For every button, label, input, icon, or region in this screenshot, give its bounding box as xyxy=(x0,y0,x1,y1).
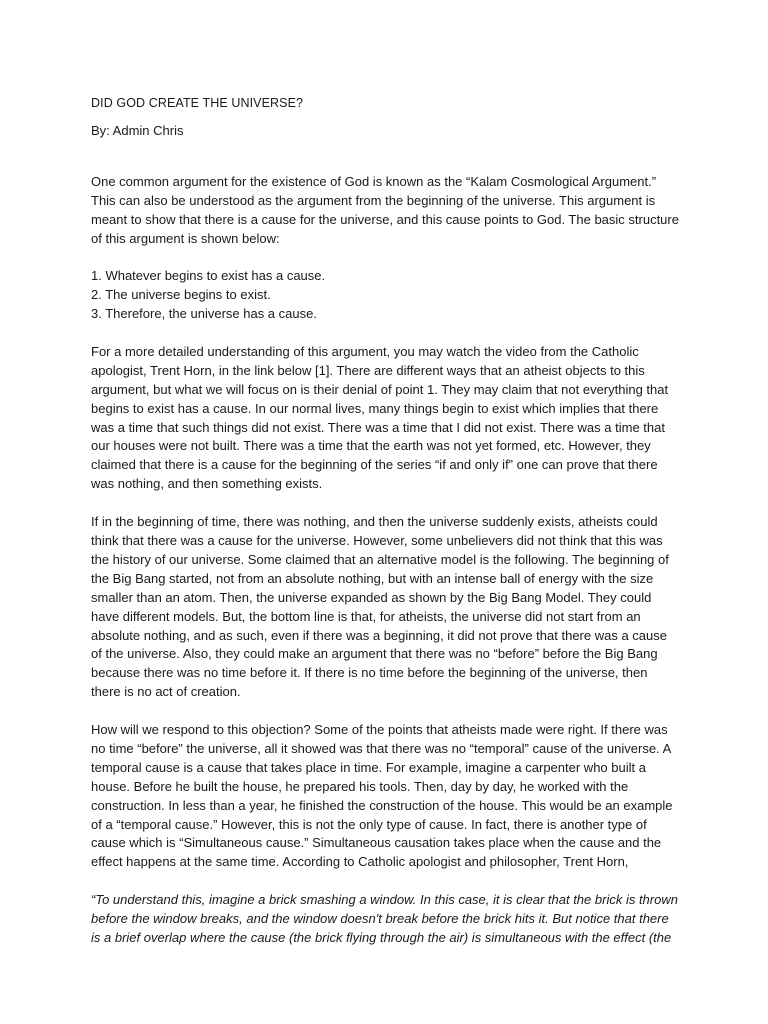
list-item: 1. Whatever begins to exist has a cause. xyxy=(91,268,326,284)
paragraph-response: How will we respond to this objection? Some of the points that atheists made were right. If there was no time “before” the universe, all it showed was that there was no “temporal” cause of the universe. A temporal cause is a cause that takes place in time. For example, imagine a carpenter who built a house. Before he built the house, he prepared his tools. Then, day by day, he worked with the construction. In less than a year, he finished the construction of the house. This would be an example of a “temporal cause.” However, this is not the only type of cause. In fact, there is another type of cause which is “Simultaneous cause.” Simultaneous causation takes place when the cause and the effect happens at the same time. According to Catholic apologist and philosopher, Trent Horn, xyxy=(91,722,673,870)
paragraph-intro: One common argument for the existence of God is known as the “Kalam Cosmological Argument.” This can also be understood as the argument from the beginning of the universe. This argument is meant to show that there is a cause for the universe, and this cause points to God. The basic structure of this argument is shown below: xyxy=(91,173,679,246)
argument-list xyxy=(91,267,680,324)
block-quote: “To understand this, imagine a brick smashing a window. In this case, it is clear that the brick is thrown before the window breaks, and the window doesn't break before the brick hits it. But notice that there is a brief overlap where the cause (the brick flying through the air) is simultaneous with the effect (the xyxy=(91,892,678,945)
byline: By: Admin Chris xyxy=(91,122,184,138)
paragraph-objection: For a more detailed understanding of this argument, you may watch the video from the Catholic apologist, Trent Horn, in the link below [1]. There are different ways that an atheist objects to this argument, but what we will focus on is their denial of point 1. They may claim that not everything that begins to exist has a cause. In our normal lives, many things begin to exist which implies that there was a time that such things did not exist. There was a time that I did not exist. There was a time that our houses were not built. There was a time that the earth was not yet formed, etc. However, they claimed that there is a cause for the beginning of the series “if and only if” one can prove that there was nothing, and then something exists. xyxy=(91,343,669,492)
list-item: 2. The universe begins to exist. xyxy=(91,287,271,303)
document-title: DID GOD CREATE THE UNIVERSE? xyxy=(91,96,304,110)
paragraph-big-bang: If in the beginning of time, there was nothing, and then the universe suddenly exists, atheists could think that there was a cause for the universe. However, some unbelievers did not think that this was the history of our universe. Some claimed that an alternative model is the following. The beginning of the Big Bang started, not from an absolute nothing, but with an intense ball of energy with the size smaller than an atom. Then, the universe expanded as shown by the Big Bang Model. They could have different models. But, the bottom line is that, for atheists, the universe did not start from an absolute nothing, and as such, even if there was a beginning, it did not prove that there was a cause of the universe. Also, they could make an argument that there was no “before” before the Big Bang because there was no time before it. If there is no time before the beginning of the universe, then there is no act of creation. xyxy=(91,514,669,700)
list-item: 3. Therefore, the universe has a cause. xyxy=(91,306,317,322)
